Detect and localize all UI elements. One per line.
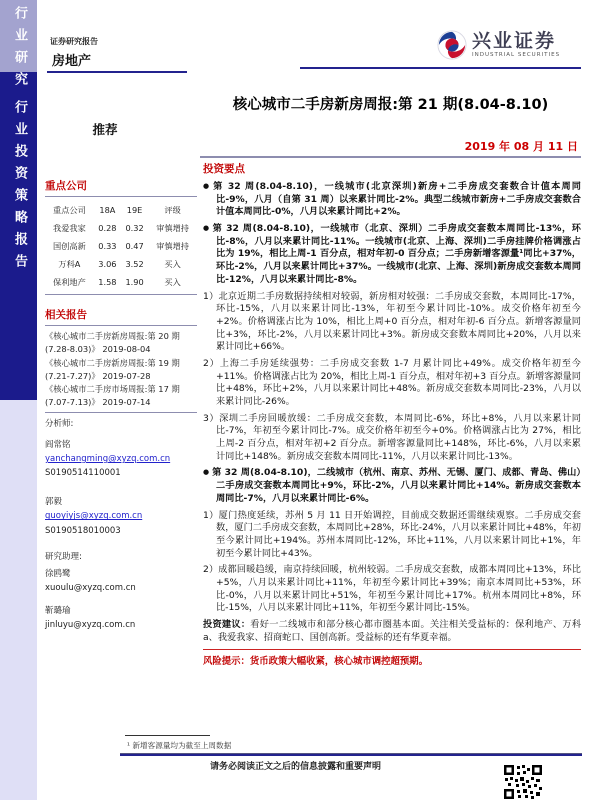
cell-company: 保利地产 — [53, 276, 86, 287]
risk-text: 货币政策大幅收紧，核心城市调控超预期。 — [249, 656, 429, 668]
analyst-name: 阎常铭 — [45, 439, 71, 450]
highlight-subitem — [203, 564, 581, 615]
industry-underline — [47, 71, 187, 73]
report-item-title: 《核心城市二手房新房周报:第 19 期(7.21-7.27)》 — [45, 357, 180, 381]
divider — [45, 196, 197, 197]
divider — [45, 294, 197, 295]
related-reports-list — [45, 330, 197, 409]
cell-18a: 1.58 — [98, 277, 117, 287]
report-item-date: 2019-07-28 — [102, 370, 151, 381]
cell-18a: 0.28 — [98, 223, 117, 233]
highlight-bullet — [203, 467, 581, 505]
risk-warning — [203, 649, 581, 667]
footer-rule — [120, 753, 582, 756]
highlight-subitem — [203, 291, 581, 354]
cell-rating: 审慎增持 — [156, 240, 189, 251]
brand-logo-icon — [437, 30, 467, 60]
highlight-bullet — [203, 223, 581, 286]
col-rating: 评级 — [164, 204, 181, 215]
divider — [45, 412, 197, 413]
analyst-email-link[interactable]: guoyiyjs@xyzq.com.cn — [45, 511, 143, 522]
report-list-item — [45, 330, 197, 356]
rating-label: 推荐 — [92, 122, 118, 137]
report-list-item — [45, 357, 197, 383]
table-header-row — [45, 201, 197, 219]
col-18a: 18A — [99, 205, 116, 215]
bullet-icon: ● — [203, 182, 210, 190]
bullet-icon: ● — [203, 224, 210, 233]
advice-label: 投资建议： — [203, 619, 251, 630]
assistant-name: 徐鸥鹭 — [45, 568, 71, 579]
col-company: 重点公司 — [53, 204, 86, 215]
analysts-label: 分析师: — [45, 419, 74, 430]
highlight-text: 第 32 周(8.04-8.10)，一线城市（北京、深圳）二手房成交套数本周同比-13%，环比-8%，八月以来累计同比-11%。一线城市(北京、上海、深圳)二手房挂牌价格调涨占比为 19%，相比上周-1 百分点，相对年初-0 百分点；二手房新增客源量¹同比+37%，环比-2%，八月以来累计同比+37%。一线城市(北京、上海、深圳)新房成交套数本周同比-12%，八月以来累计同比-8%。 — [212, 223, 581, 285]
report-item-date: 2019-08-04 — [102, 343, 151, 354]
analyst-email-link[interactable]: yanchangming@xyzq.com.cn — [45, 454, 171, 465]
report-item-date: 2019-07-14 — [102, 397, 151, 408]
highlights-heading: 投资要点 — [203, 163, 245, 175]
report-type-label: 证券研究报告 — [50, 37, 98, 46]
highlight-subitem — [203, 510, 581, 561]
highlights-column — [203, 161, 581, 738]
report-item-title: 《核心城市二手房市场周报:第 17 期(7.07-7.13)》 — [45, 384, 180, 408]
highlight-text: 2）上海二手房延续强势：二手房成交套数 1-7 月累计同比+49%。成交价格年初至今+11%。价格调涨占比为 20%，相比上周-1 百分点，相对年初+3 百分点。新增客源量同比+48%，环比+2%，八月以来累计同比+48%。新房成交套数本周同比-23%，八月以来累计同比-26%。 — [203, 357, 581, 407]
footnote-text: ¹ 新增客源量均为截至上周数据 — [127, 741, 232, 750]
sidebar-bottom-band — [0, 400, 37, 800]
highlight-text: 1）北京近期二手房数据持续相对较弱，新房相对较强：二手房成交套数，本周同比-17%，环比-15%，八月以来累计同比-13%，年初至今累计同比-10%。成交价格年初至今+2%。价格调涨占比为 10%，相比上周+0 百分点，相对年初-6 百分点。新增客源量同比+3%，环比-2%，八月以来累计同比+3%。新房成交套数本周同比+20%，八月以来累计同比+66%。 — [203, 290, 581, 353]
qr-code — [503, 764, 543, 800]
industry-label: 房地产 — [52, 54, 92, 69]
header-rule — [300, 67, 581, 69]
investment-advice — [203, 619, 581, 644]
report-title: 核心城市二手房新房周报:第 21 期(8.04-8.10) — [232, 97, 549, 113]
left-sidebar-column — [45, 178, 197, 632]
brand-logo — [437, 30, 560, 60]
highlight-text: 3）深圳二手房回暖放缓：二手房成交套数，本周同比-6%，环比+8%，八月以来累计同比-7%，年初至今累计同比-7%。成交价格年初至今+0%。价格调涨占比为 27%，相比上周-2 百分点，相对年初+2 百分点。新增客源量同比+148%，环比-6%，八月以来累计同比+148%。新房成交套数本周同比-11%，八月以来累计同比-13%。 — [203, 412, 581, 462]
cell-company: 国创高新 — [53, 240, 86, 251]
risk-label: 风险提示： — [203, 656, 250, 668]
highlight-text: 第 32 周(8.04-8.10)，一线城市(北京深圳)新房+二手房成交套数合计值本周同比-9%，八月（自第 31 周）以来累计同比-2%。典型二线城市新房+二手房成交套数合计值本周同比-0%，八月以来累计同比+2%。 — [212, 181, 581, 218]
footnote-separator — [125, 735, 210, 736]
report-item-title: 《核心城市二手房新房周报:第 20 期(7.28-8.03)》 — [45, 331, 180, 354]
cell-19e: 3.52 — [125, 259, 144, 269]
col-19e: 19E — [126, 205, 143, 215]
divider — [45, 325, 197, 326]
report-date: 2019 年 08 月 11 日 — [464, 140, 578, 153]
table-row — [45, 273, 197, 291]
key-companies-table — [45, 201, 197, 291]
brand-name-cn: 兴业证券 — [472, 30, 557, 52]
analyst-cert: S0190514110001 — [45, 468, 121, 479]
cell-19e: 0.32 — [125, 223, 144, 233]
brand-name-en: INDUSTRIAL SECURITIES — [472, 52, 561, 58]
highlight-bullet — [203, 181, 581, 219]
table-row — [45, 237, 197, 255]
table-row — [45, 255, 197, 273]
highlight-text: 1）厦门热度延续，苏州 5 月 11 日开始调控，目前成交数据还需继续观察。二手房成交套数，厦门二手房成交套数，本周同比+28%，环比-24%，八月以来累计同比+48%，年初至今累计同比+194%。苏州本周同比-12%，环比+11%，八月以来累计同比+1%，年初至今累计同比+43%。 — [203, 509, 581, 559]
assistants-label: 研究助理: — [45, 552, 82, 563]
date-rule — [200, 156, 581, 158]
bullet-icon: ● — [203, 468, 210, 477]
analyst-cert: S0190518010003 — [45, 525, 121, 536]
disclaimer-text: 请务必阅读正文之后的信息披露和重要声明 — [210, 762, 382, 772]
cell-rating: 买入 — [164, 258, 181, 269]
highlight-text: 第 32 周(8.04-8.10)，二线城市（杭州、南京、苏州、无锡、厦门、成都、青岛、佛山）二手房成交套数本周同比+9%，环比-2%，八月以来累计同比+14%。新房成交套数本周同比-7%，八月以来累计同比-6%。 — [212, 467, 581, 504]
cell-19e: 0.47 — [125, 241, 144, 251]
highlight-text: 2）成都回暖趋缓，南京持续回暖，杭州较弱。二手房成交套数，成都本周同比+13%，环比+5%，八月以来累计同比+11%，年初至今累计同比+39%；南京本周同比+53%，环比-0%，八月以来累计同比+51%，年初至今累计同比+17%。杭州本周同比+8%，环比-15%，八月以来累计同比+11%，年初至今累计同比-15%。 — [203, 564, 581, 614]
cell-company: 我爱我家 — [53, 222, 86, 233]
cell-rating: 审慎增持 — [156, 222, 189, 233]
cell-19e: 1.90 — [125, 277, 144, 287]
assistant-name: 靳璐瑜 — [45, 605, 71, 616]
cell-company: 万科A — [58, 258, 81, 269]
brand-text — [472, 32, 560, 58]
cell-18a: 0.33 — [98, 241, 117, 251]
analysts-block — [45, 417, 197, 632]
related-reports-heading: 相关报告 — [45, 309, 87, 321]
assistant-email: xuoulu@xyzq.com.cn — [45, 583, 136, 594]
key-companies-heading: 重点公司 — [45, 180, 87, 192]
table-row — [45, 219, 197, 237]
report-list-item — [45, 383, 197, 409]
analyst-name: 郭毅 — [45, 496, 63, 507]
cell-rating: 买入 — [164, 276, 181, 287]
advice-text: 看好一二线城市和部分核心都市圈基本面。关注相关受益标的：保利地产、万科a、我爱我家、招商蛇口、国创高新。受益标的还有华夏幸福。 — [203, 619, 581, 643]
assistant-email: jinluyu@xyzq.com.cn — [45, 619, 136, 630]
sidebar-report-type-label: 行业投资策略报告 — [12, 100, 27, 276]
highlight-subitem — [203, 358, 581, 409]
highlight-subitem — [203, 413, 581, 464]
cell-18a: 3.06 — [98, 259, 117, 269]
sidebar-category-label: 行业研究 — [12, 6, 27, 94]
